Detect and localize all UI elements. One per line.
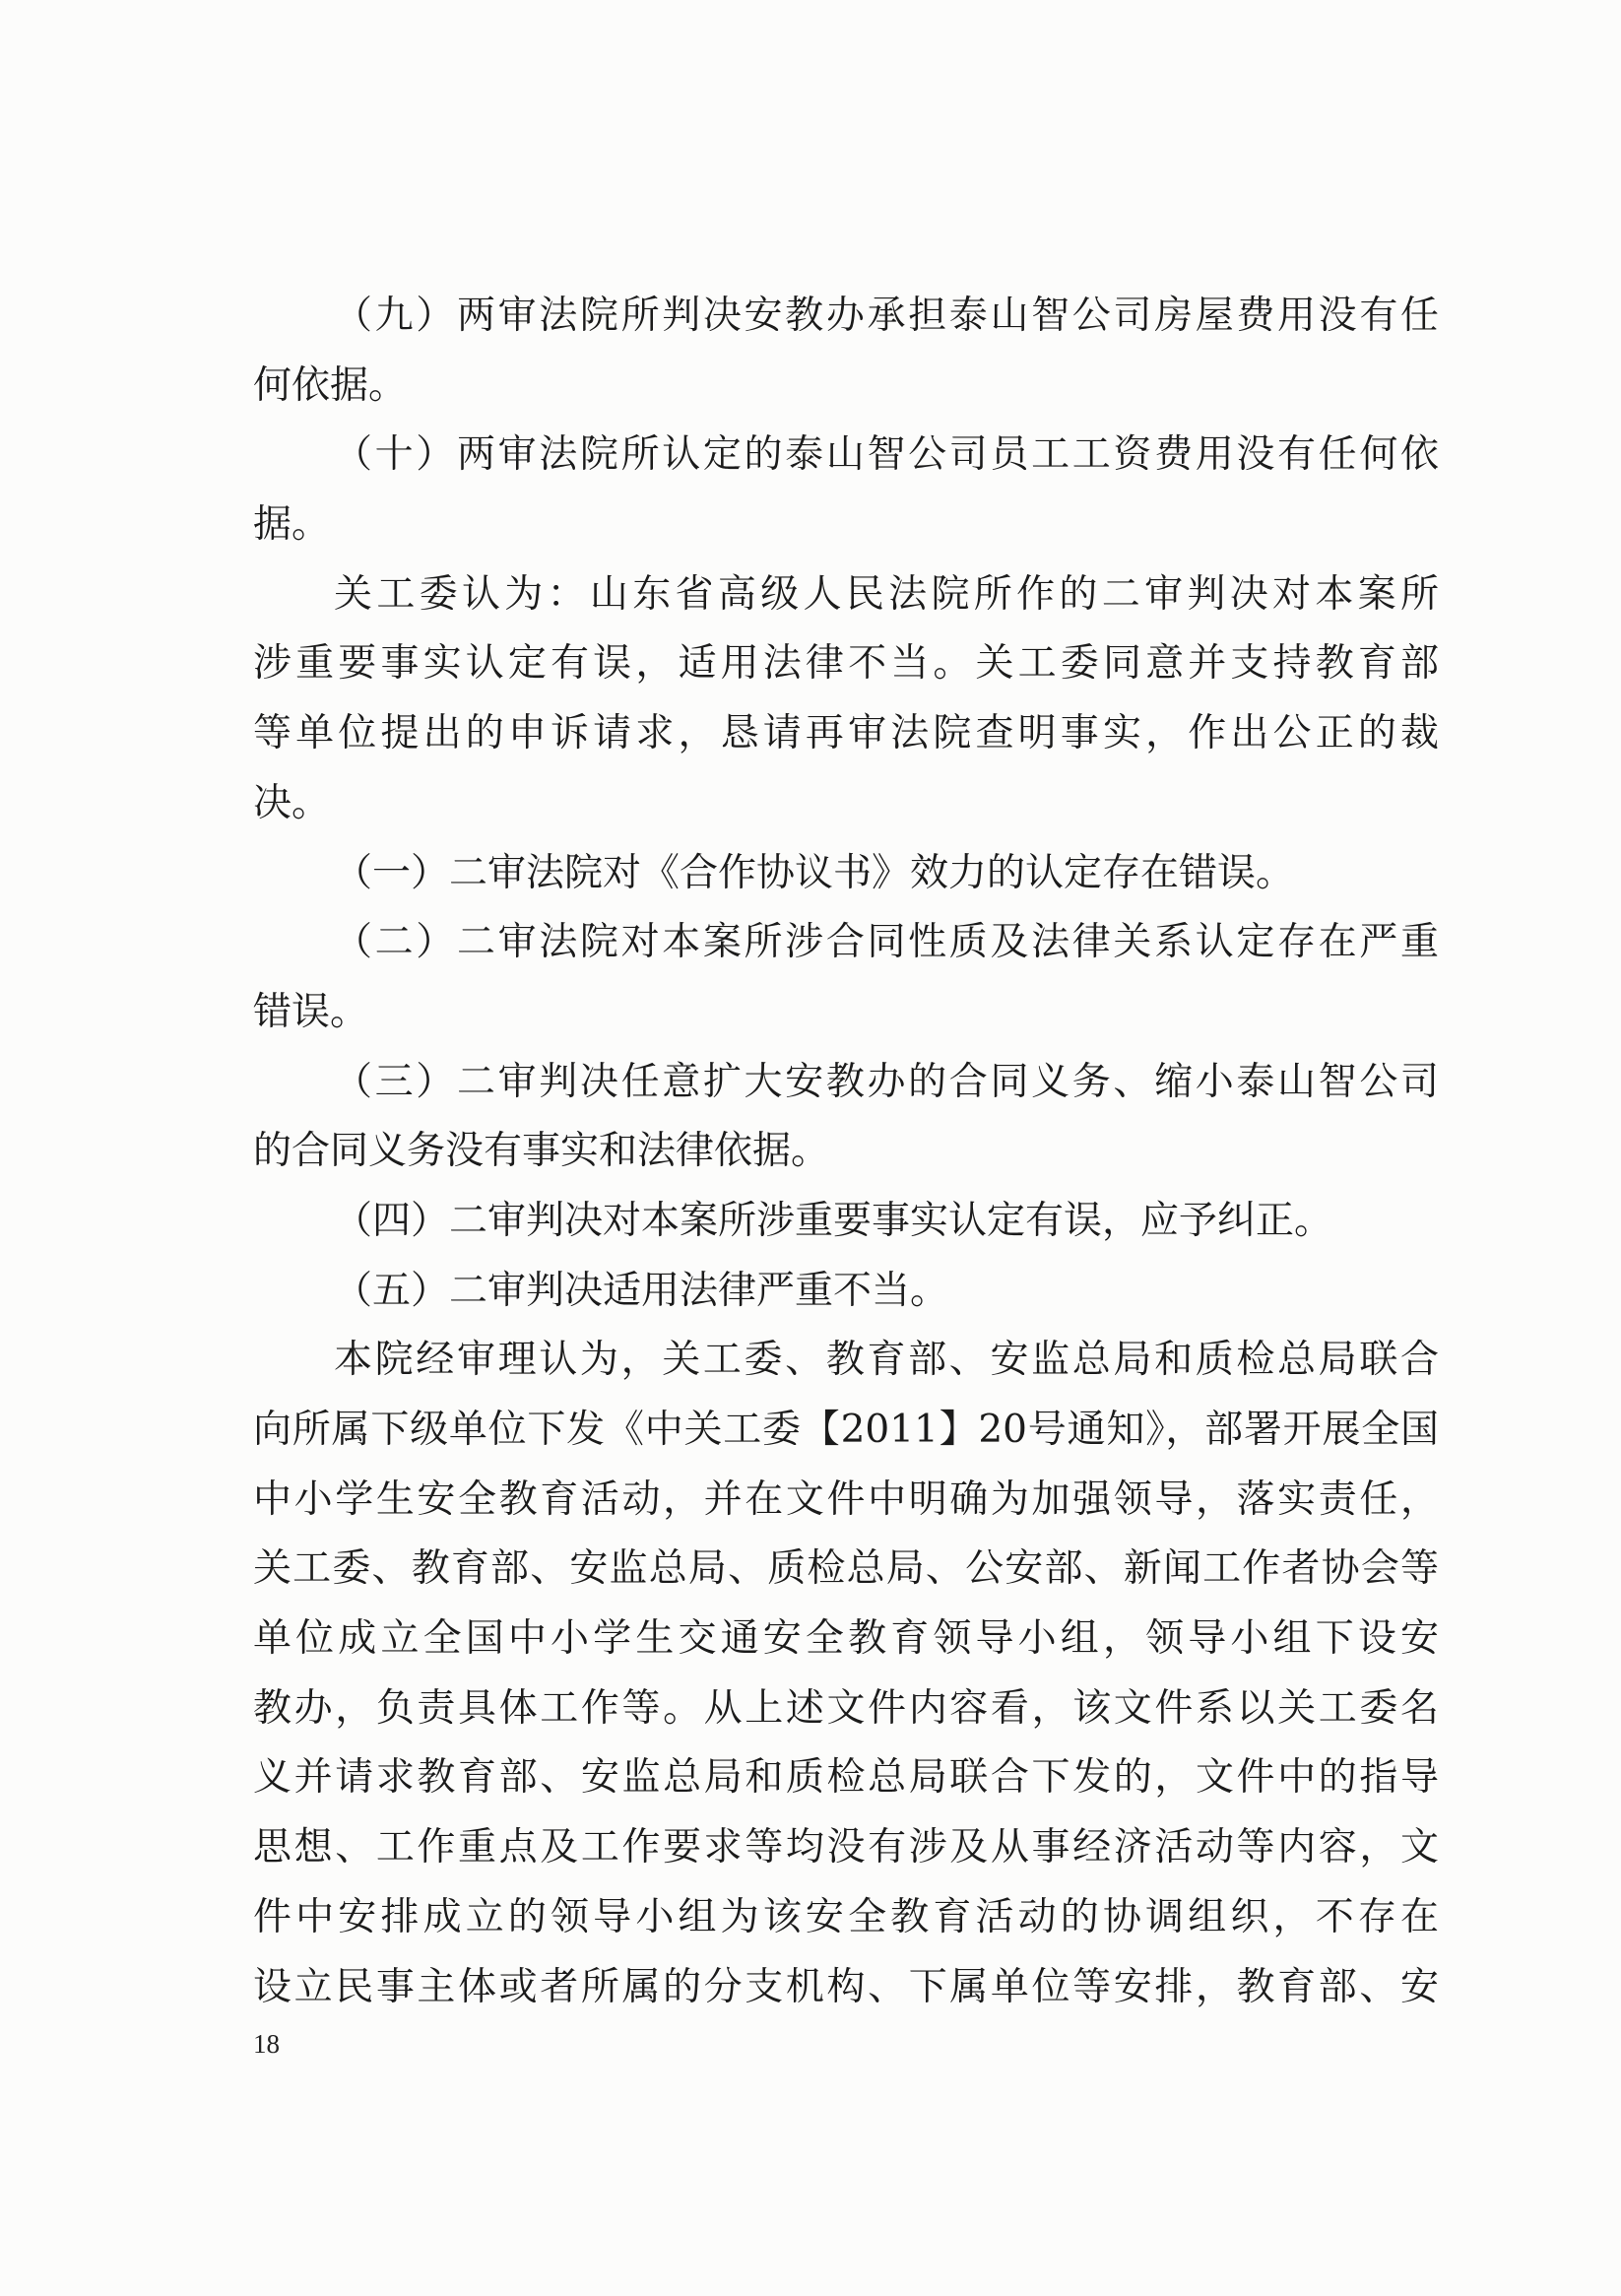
text-line: 设立民事主体或者所属的分支机构、下属单位等安排，教育部、安 — [253, 1964, 1439, 2009]
text-line: 义并请求教育部、安监总局和质检总局联合下发的，文件中的指导 — [253, 1755, 1439, 1801]
paragraph — [253, 1187, 1439, 1257]
paragraph — [253, 282, 1439, 421]
text-line: （四）二审判决对本案所涉重要事实认定有误，应予纠正。 — [334, 1198, 1333, 1243]
text-line: （九）两审法院所判决安教办承担泰山智公司房屋费用没有任 — [334, 294, 1439, 338]
text-line: 单位成立全国中小学生交通安全教育领导小组，领导小组下设安 — [253, 1616, 1439, 1662]
text-line: （二）二审法院对本案所涉合同性质及法律关系认定存在严重 — [334, 920, 1439, 965]
text-line: （一）二审法院对《合作协议书》效力的认定存在错误。 — [334, 850, 1295, 895]
text-line: （五）二审判决适用法律严重不当。 — [334, 1268, 949, 1313]
text-line: （三）二审判决任意扩大安教办的合同义务、缩小泰山智公司 — [334, 1059, 1439, 1104]
text-line: 关工委认为：山东省高级人民法院所作的二审判决对本案所 — [334, 571, 1439, 617]
paragraph — [253, 1257, 1439, 1327]
text-line: 件中安排成立的领导小组为该安全教育活动的协调组织，不存在 — [253, 1894, 1439, 1939]
paragraph — [253, 1326, 1439, 2022]
text-line: 的合同义务没有事实和法律依据。 — [253, 1129, 830, 1174]
text-line: 中小学生安全教育活动，并在文件中明确为加强领导，落实责任， — [253, 1476, 1439, 1522]
text-line: 错误。 — [253, 989, 369, 1034]
text-line: 据。 — [253, 502, 331, 548]
paragraph — [253, 1048, 1439, 1187]
text-line: 教办，负责具体工作等。从上述文件内容看，该文件系以关工委名 — [253, 1685, 1439, 1731]
paragraph — [253, 839, 1439, 909]
text-line: 决。 — [253, 780, 331, 825]
text-line: 向所属下级单位下发《中关工委【2011】20号通知》，部署开展全国 — [253, 1408, 1439, 1452]
text-line: 何依据。 — [253, 362, 408, 408]
paragraph — [253, 421, 1439, 559]
text-line: 思想、工作重点及工作要求等均没有涉及从事经济活动等内容，文 — [253, 1825, 1439, 1870]
text-line: 涉重要事实认定有误，适用法律不当。关工委同意并支持教育部 — [253, 641, 1439, 687]
page-number: 18 — [253, 2029, 280, 2059]
text-line: （十）两审法院所认定的泰山智公司员工工资费用没有任何依 — [334, 432, 1439, 478]
body-text — [253, 282, 1439, 2022]
paragraph — [253, 560, 1439, 839]
text-line: 关工委、教育部、安监总局、质检总局、公安部、新闻工作者协会等 — [253, 1546, 1439, 1592]
text-line: 本院经审理认为，关工委、教育部、安监总局和质检总局联合 — [334, 1338, 1439, 1383]
paragraph — [253, 908, 1439, 1047]
text-line: 等单位提出的申诉请求，恳请再审法院查明事实，作出公正的裁 — [253, 711, 1439, 756]
